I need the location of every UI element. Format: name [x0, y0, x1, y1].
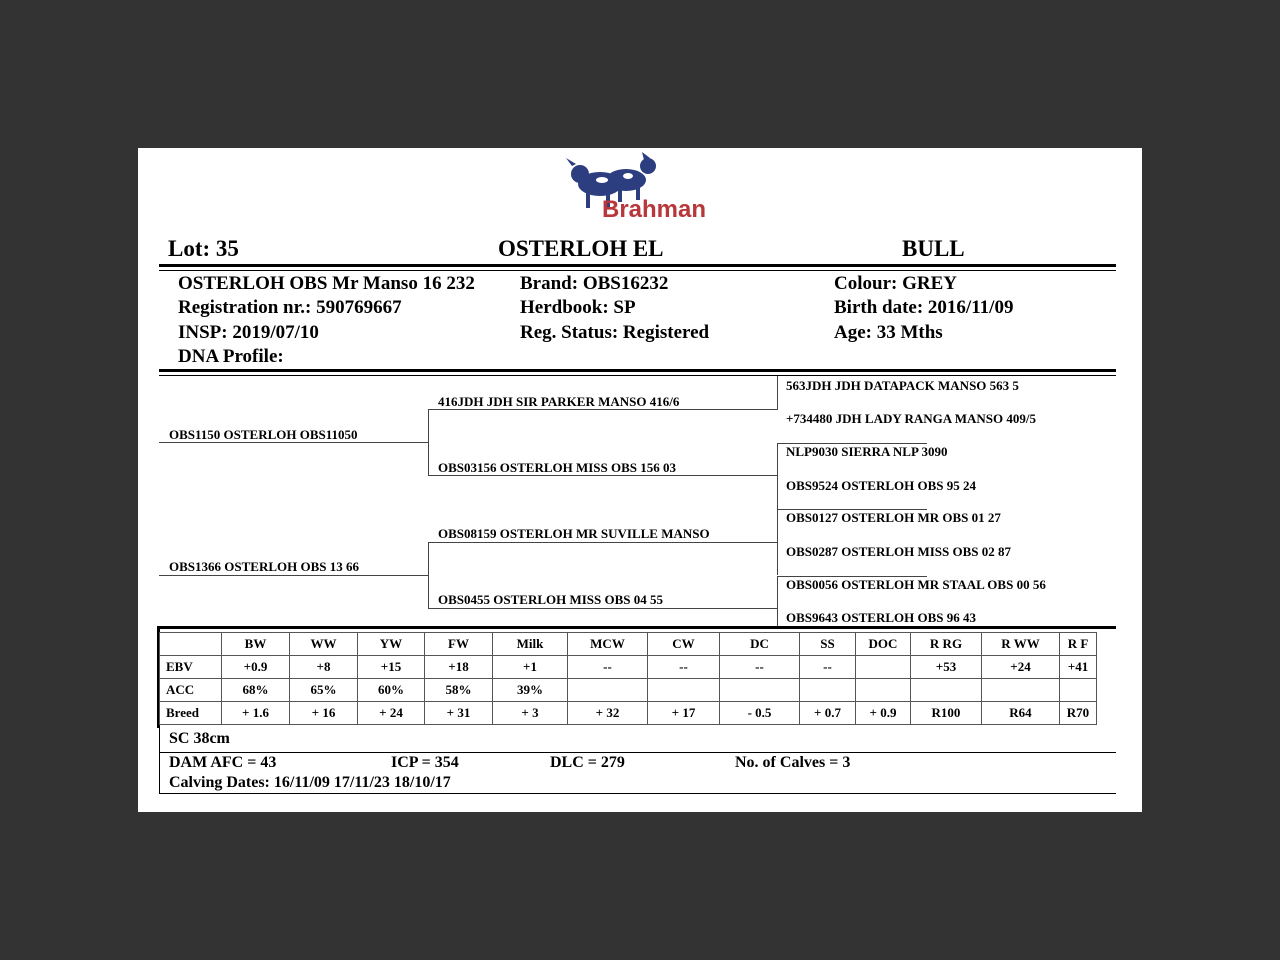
pedigree-line [428, 542, 778, 543]
ebv-row [160, 656, 1097, 679]
footer-bottom-line [159, 793, 1116, 794]
ebv-header-cell: DC [720, 633, 800, 656]
pedigree-connector [777, 509, 778, 575]
ebv-cell: -- [648, 656, 720, 679]
dam-afc: DAM AFC = 43 [169, 754, 277, 771]
ebv-cell: R70 [1060, 702, 1097, 725]
footer-divider [159, 752, 1116, 753]
ebv-cell: +0.9 [222, 656, 290, 679]
herdbook: Herdbook: SP [520, 297, 636, 318]
pedigree-connector [428, 409, 429, 475]
inspection-date: INSP: 2019/07/10 [178, 322, 319, 343]
ebv-header-cell: Milk [493, 633, 568, 656]
ebv-cell: + 24 [358, 702, 425, 725]
ebv-header-row [160, 633, 1097, 656]
pedigree-connector [777, 443, 778, 509]
header-divider-thin [159, 270, 1116, 271]
ebv-header-cell: DOC [856, 633, 911, 656]
pedigree-great-grandparent: OBS9524 OSTERLOH OBS 95 24 [786, 478, 976, 493]
ebv-cell [856, 656, 911, 679]
scrotal-circumference: SC 38cm [169, 730, 230, 747]
ebv-cell: 68% [222, 679, 290, 702]
ebv-cell: + 1.6 [222, 702, 290, 725]
ebv-cell: + 32 [568, 702, 648, 725]
ebv-cell [720, 679, 800, 702]
ebv-cell: +8 [290, 656, 358, 679]
ebv-header-cell: R RG [911, 633, 982, 656]
ebv-cell: + 3 [493, 702, 568, 725]
breeder-name: OSTERLOH EL [498, 236, 664, 261]
dna-profile: DNA Profile: [178, 346, 284, 367]
breed-row [160, 702, 1097, 725]
ebv-cell: -- [568, 656, 648, 679]
acc-row [160, 679, 1097, 702]
ebv-cell: +53 [911, 656, 982, 679]
pedigree-grandparent: OBS03156 OSTERLOH MISS OBS 156 03 [438, 460, 677, 475]
icp: ICP = 354 [391, 754, 459, 771]
pedigree-grandparent: 416JDH JDH SIR PARKER MANSO 416/6 [438, 394, 680, 409]
ebv-row-label: Breed [160, 702, 222, 725]
ebv-cell: 65% [290, 679, 358, 702]
pedigree-great-grandparent: OBS9643 OSTERLOH OBS 96 43 [786, 610, 976, 625]
birth-date: Birth date: 2016/11/09 [834, 297, 1014, 318]
ebv-cell: 39% [493, 679, 568, 702]
pedigree-line [159, 442, 429, 443]
ebv-header-cell: R F [1060, 633, 1097, 656]
animal-sex: BULL [902, 236, 965, 261]
pedigree-line [428, 608, 778, 609]
ebv-cell: + 16 [290, 702, 358, 725]
pedigree-line [428, 409, 778, 410]
pedigree-great-grandparent: OBS0287 OSTERLOH MISS OBS 02 87 [786, 544, 1012, 559]
ebv-cell: - 0.5 [720, 702, 800, 725]
calving-dates: Calving Dates: 16/11/09 17/11/23 18/10/17 [169, 774, 451, 791]
ebv-cell: + 17 [648, 702, 720, 725]
ebv-cell: R64 [982, 702, 1060, 725]
table-divider [159, 626, 1116, 629]
animal-name: OSTERLOH OBS Mr Manso 16 232 [178, 273, 475, 294]
info-divider-thin [159, 375, 1116, 376]
ebv-row-label: ACC [160, 679, 222, 702]
ebv-cell: +18 [425, 656, 493, 679]
ebv-header-cell: R WW [982, 633, 1060, 656]
pedigree-great-grandparent: OBS0056 OSTERLOH MR STAAL OBS 00 56 [786, 577, 1046, 592]
ebv-cell: + 0.7 [800, 702, 856, 725]
ebv-header-cell [160, 633, 222, 656]
ebv-cell [648, 679, 720, 702]
pedigree-line [159, 575, 429, 576]
ebv-cell: + 31 [425, 702, 493, 725]
ebv-cell: +15 [358, 656, 425, 679]
footer-left-border [159, 726, 160, 794]
ebv-cell [856, 679, 911, 702]
ebv-cell [982, 679, 1060, 702]
lot-number: Lot: 35 [168, 236, 239, 261]
ebv-header-cell: CW [648, 633, 720, 656]
pedigree-sire: OBS1150 OSTERLOH OBS11050 [169, 427, 358, 442]
header-divider [159, 264, 1116, 267]
pedigree-great-grandparent: OBS0127 OSTERLOH MR OBS 01 27 [786, 510, 1001, 525]
ebv-header-cell: BW [222, 633, 290, 656]
ebv-header-cell: FW [425, 633, 493, 656]
ebv-cell: 60% [358, 679, 425, 702]
brand: Brand: OBS16232 [520, 273, 669, 294]
ebv-table [159, 632, 1097, 725]
ebv-row-label: EBV [160, 656, 222, 679]
dlc: DLC = 279 [550, 754, 625, 771]
pedigree-great-grandparent: +734480 JDH LADY RANGA MANSO 409/5 [786, 411, 1036, 426]
ebv-cell: + 0.9 [856, 702, 911, 725]
ebv-header-cell: YW [358, 633, 425, 656]
pedigree-connector [428, 542, 429, 608]
pedigree-connector [777, 376, 778, 410]
lot-card [138, 148, 1142, 812]
number-of-calves: No. of Calves = 3 [735, 754, 851, 771]
ebv-cell: -- [720, 656, 800, 679]
ebv-cell: +1 [493, 656, 568, 679]
age: Age: 33 Mths [834, 322, 943, 343]
ebv-header-cell: WW [290, 633, 358, 656]
pedigree-great-grandparent: 563JDH JDH DATAPACK MANSO 563 5 [786, 378, 1019, 393]
ebv-header-cell: MCW [568, 633, 648, 656]
logo-text: Brahman [602, 196, 707, 223]
ebv-cell [1060, 679, 1097, 702]
ebv-cell: R100 [911, 702, 982, 725]
brahman-logo [562, 152, 712, 224]
pedigree-great-grandparent: NLP9030 SIERRA NLP 3090 [786, 444, 948, 459]
registration-number: Registration nr.: 590769667 [178, 297, 402, 318]
pedigree-line [428, 475, 778, 476]
ebv-cell: +24 [982, 656, 1060, 679]
ebv-cell [800, 679, 856, 702]
ebv-cell: -- [800, 656, 856, 679]
colour: Colour: GREY [834, 273, 957, 294]
pedigree-dam: OBS1366 OSTERLOH OBS 13 66 [169, 559, 359, 574]
pedigree-connector [777, 576, 778, 626]
pedigree-grandparent: OBS08159 OSTERLOH MR SUVILLE MANSO [438, 526, 710, 541]
ebv-cell [568, 679, 648, 702]
ebv-header-cell: SS [800, 633, 856, 656]
info-divider [159, 369, 1116, 372]
ebv-cell: +41 [1060, 656, 1097, 679]
ebv-cell [911, 679, 982, 702]
ebv-cell: 58% [425, 679, 493, 702]
pedigree-grandparent: OBS0455 OSTERLOH MISS OBS 04 55 [438, 592, 664, 607]
registration-status: Reg. Status: Registered [520, 322, 710, 343]
